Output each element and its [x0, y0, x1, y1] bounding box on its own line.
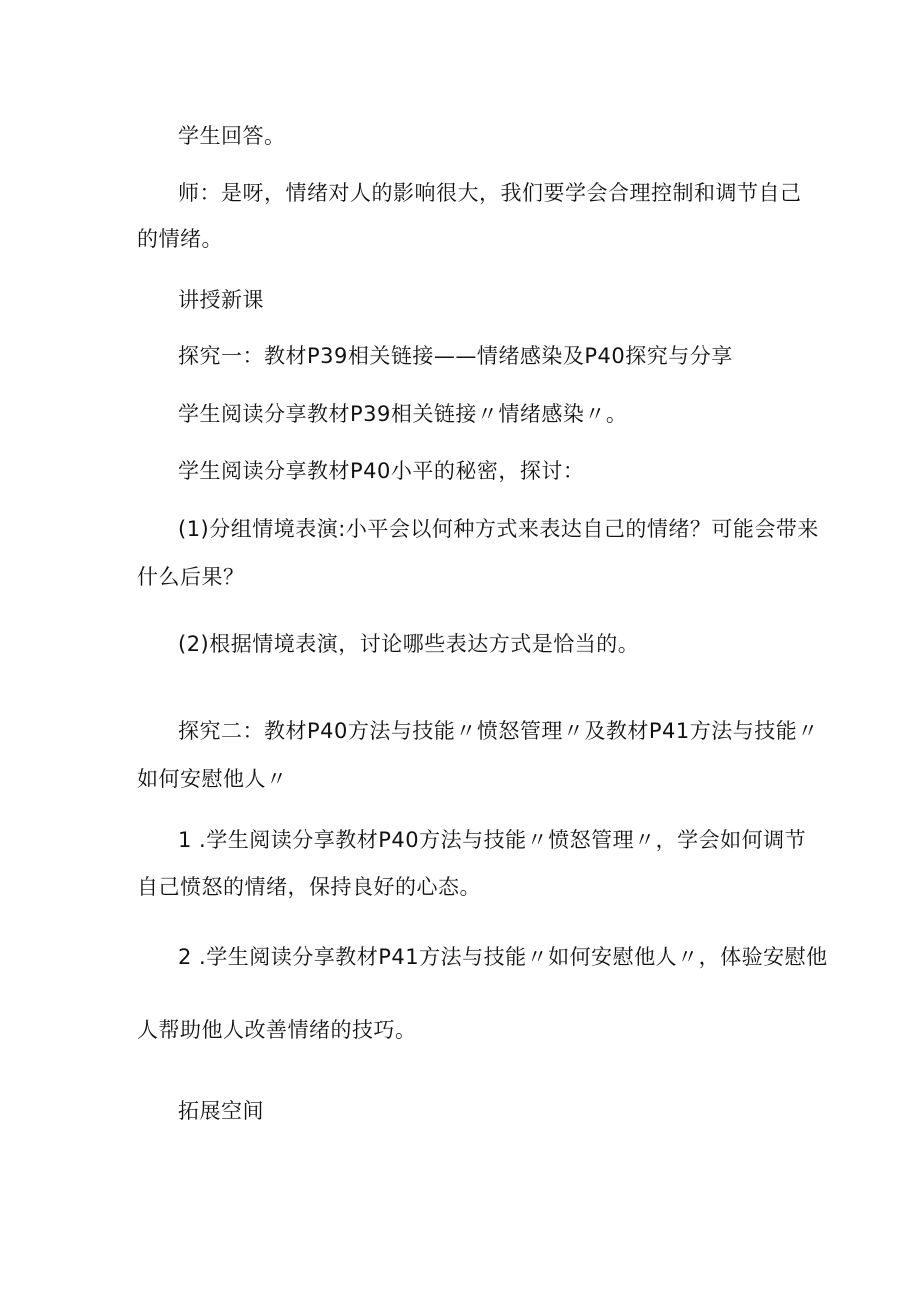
paragraph-item-1-line-2: 什么后果？: [137, 565, 245, 589]
paragraph-read-p39: 学生阅读分享教材P39相关链接〃情绪感染〃。: [178, 402, 628, 426]
paragraph-item-2: (2)根据情境表演，讨论哪些表达方式是恰当的。: [178, 632, 640, 656]
section-heading-extension: 拓展空间: [178, 1099, 264, 1123]
paragraph-inquiry-one: 探究一：教材P39相关链接——情绪感染及P40探究与分享: [178, 344, 733, 368]
paragraph-teacher-line-1: 师：是呀，情绪对人的影响很大，我们要学会合理控制和调节自己: [178, 181, 802, 205]
paragraph-step-2-line-2: 人帮助他人改善情绪的技巧。: [137, 1018, 417, 1042]
paragraph-teacher-line-2: 的情绪。: [137, 227, 223, 251]
paragraph-read-p40: 学生阅读分享教材P40小平的秘密，探讨：: [178, 459, 585, 483]
paragraph-step-2-line-1: 2 .学生阅读分享教材P41方法与技能〃如何安慰他人〃，体验安慰他: [178, 945, 828, 969]
paragraph-step-1-line-1: 1 .学生阅读分享教材P40方法与技能〃愤怒管理〃，学会如何调节: [178, 828, 807, 852]
paragraph-inquiry-two-line-2: 如何安慰他人〃: [137, 767, 288, 791]
paragraph-item-1-line-1: (1)分组情境表演:小平会以何种方式来表达自己的情绪？可能会带来: [178, 517, 819, 541]
paragraph-inquiry-two-line-1: 探究二：教材P40方法与技能〃愤怒管理〃及教材P41方法与技能〃: [178, 719, 819, 743]
section-heading-new-lesson: 讲授新课: [178, 288, 264, 312]
paragraph-step-1-line-2: 自己愤怒的情绪，保持良好的心态。: [137, 875, 481, 899]
paragraph-student-answer: 学生回答。: [178, 124, 286, 148]
